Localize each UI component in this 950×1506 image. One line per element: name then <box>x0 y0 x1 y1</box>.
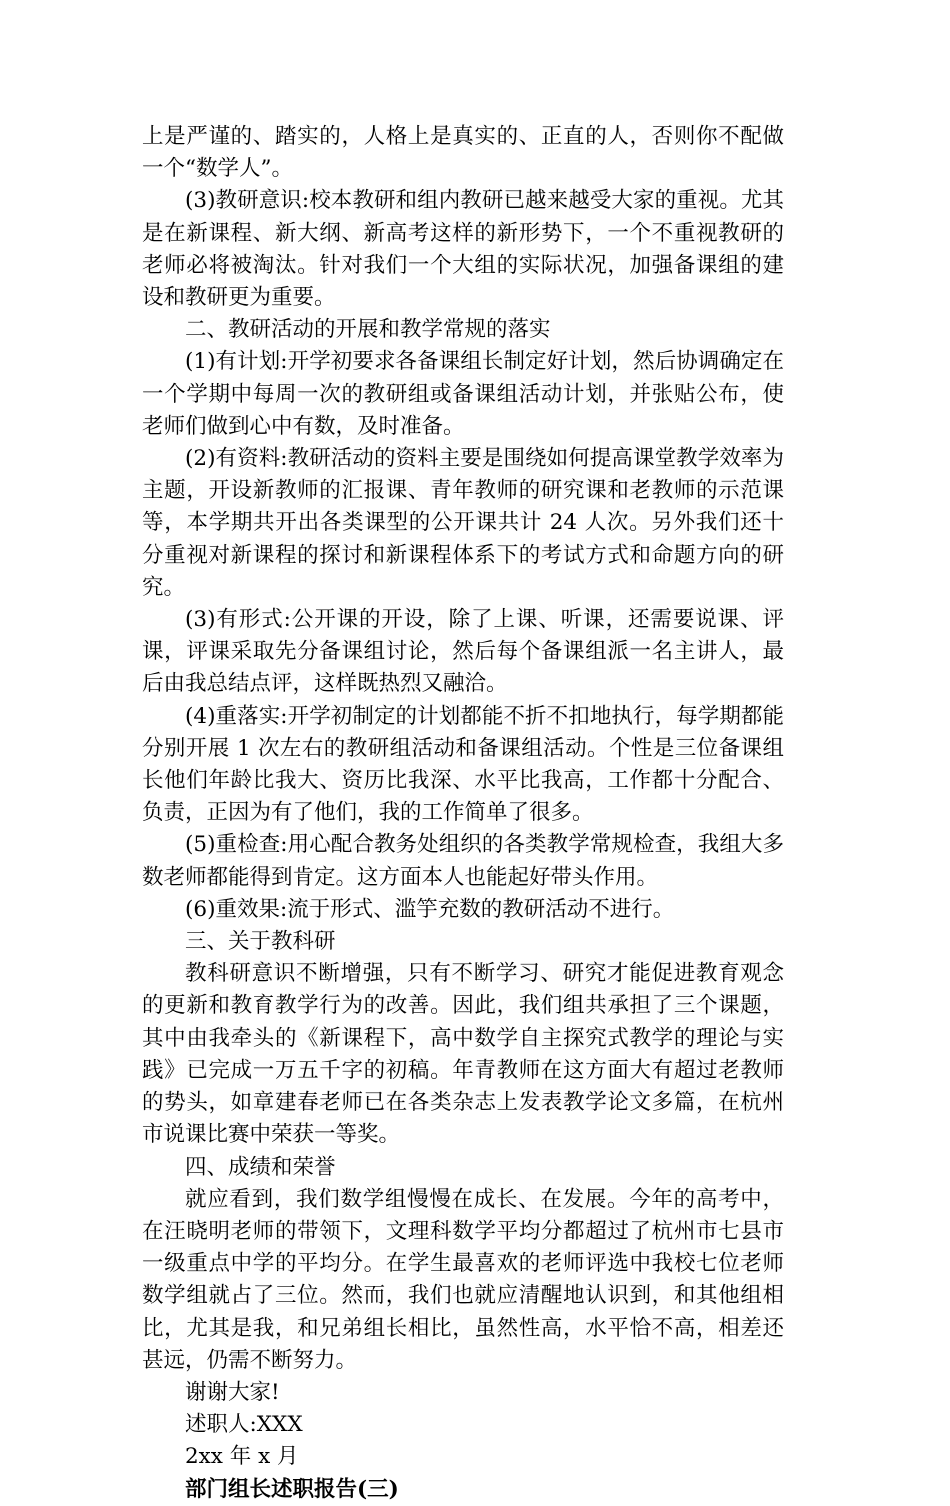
paragraph-effect: (6)重效果:流于形式、滥竽充数的教研活动不进行。 <box>185 896 675 922</box>
section-heading-3: 三、关于教科研 <box>185 929 336 955</box>
closing-thanks: 谢谢大家! <box>185 1379 280 1405</box>
report-date: 2xx 年 x 月 <box>185 1444 299 1470</box>
paragraph-plan: (1)有计划:开学初要求各备课组长制定好计划，然后协调确定在一个学期中每周一次的教研组或备课组活动计划，并张贴公布，使老师们做到心中有数，及时准备。 <box>142 349 784 439</box>
paragraph-implementation: (4)重落实:开学初制定的计划都能不折不扣地执行，每学期都能分别开展 1 次左右的教研组活动和备课组活动。个性是三位备课组长他们年龄比我大、资历比我深、水平比我高，工作都十分配合、负责，正因为有了他们，我的工作简单了很多。 <box>142 703 784 826</box>
section-heading-4: 四、成绩和荣誉 <box>185 1154 336 1180</box>
next-report-title: 部门组长述职报告(三) <box>185 1476 399 1502</box>
paragraph-research-awareness: (3)教研意识:校本教研和组内教研已越来越受大家的重视。尤其是在新课程、新大纲、新高考这样的新形势下，一个不重视教研的老师必将被淘汰。针对我们一个大组的实际状况，加强备课组的建设和教研更为重要。 <box>142 188 784 311</box>
reporter-signature: 述职人:XXX <box>185 1412 303 1438</box>
document-body <box>142 121 784 1506</box>
paragraph-materials: (2)有资料:教研活动的资料主要是围绕如何提高课堂教学效率为主题，开设新教师的汇报课、青年教师的研究课和老教师的示范课等，本学期共开出各类课型的公开课共计 24 人次。另外我们还十分重视对新课程的探讨和新课程体系下的考试方式和命题方向的研究。 <box>142 446 784 600</box>
section-heading-2: 二、教研活动的开展和教学常规的落实 <box>185 317 551 343</box>
paragraph-form: (3)有形式:公开课的开设，除了上课、听课，还需要说课、评课，评课采取先分备课组讨论，然后每个备课组派一名主讲人，最后由我总结点评，这样既热烈又融洽。 <box>142 607 784 697</box>
paragraph-continuation: 上是严谨的、踏实的，人格上是真实的、正直的人，否则你不配做一个“数学人”。 <box>142 124 784 182</box>
paragraph-inspection: (5)重检查:用心配合教务处组织的各类教学常规检查，我组大多数老师都能得到肯定。这方面本人也能起好带头作用。 <box>142 832 784 890</box>
paragraph-research: 教科研意识不断增强，只有不断学习、研究才能促进教育观念的更新和教育教学行为的改善。因此，我们组共承担了三个课题，其中由我牵头的《新课程下，高中数学自主探究式教学的理论与实践》已完成一万五千字的初稿。年青教师在这方面大有超过老教师的势头，如章建春老师已在各类杂志上发表教学论文多篇，在杭州市说课比赛中荣获一等奖。 <box>142 961 784 1148</box>
paragraph-achievements: 就应看到，我们数学组慢慢在成长、在发展。今年的高考中，在汪晓明老师的带领下，文理科数学平均分都超过了杭州市七县市一级重点中学的平均分。在学生最喜欢的老师评选中我校七位老师数学组就占了三位。然而，我们也就应清醒地认识到，和其他组相比，尤其是我，和兄弟组长相比，虽然性高，水平恰不高，相差还甚远，仍需不断努力。 <box>142 1186 784 1373</box>
